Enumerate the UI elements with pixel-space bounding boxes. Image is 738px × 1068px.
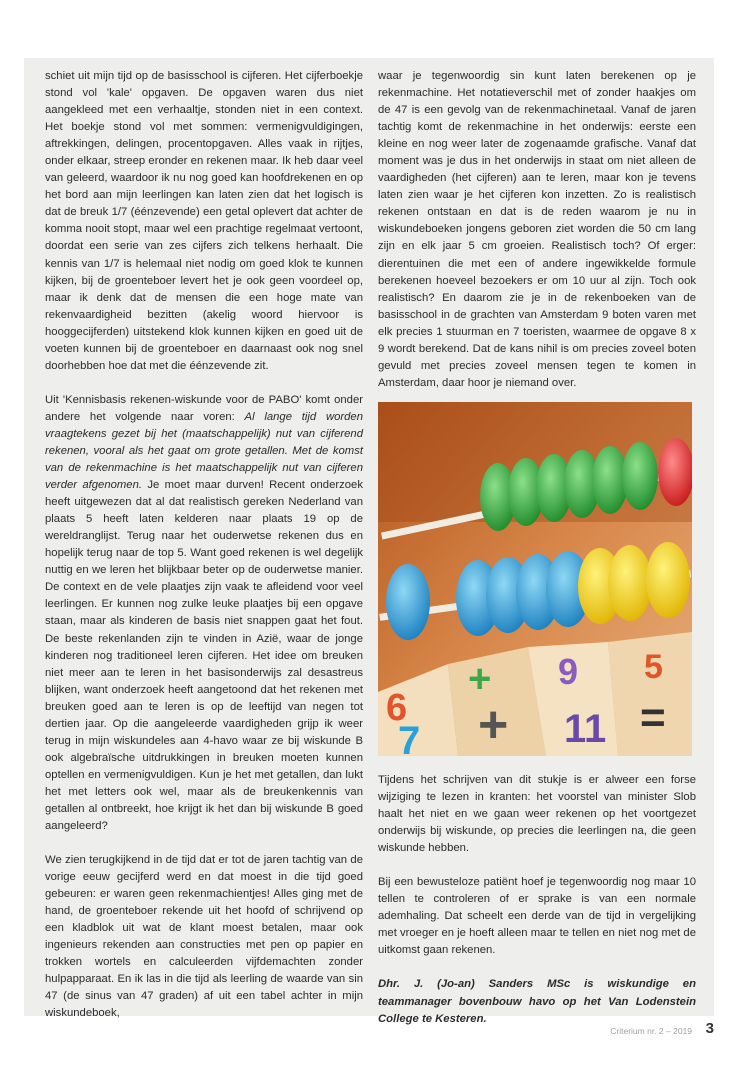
left-paragraph-3: We zien terugkijkend in de tijd dat er tot de jaren tachtig van de vorige eeuw gecijferd werd en dat moest in die tijd goed gebeuren: er waren geen rekenmachientjes! Alles ging met de hand, de groenteboer rekende uit het hoofd of schrijvend op een kladblok uit wat de klant moest betalen, maar ook ingenieurs rekenden aan constructies met pen op papier en trokken wortels en calculeerden vijfdemachten zonder hulpapparaat. En ik las in die tijd als leerling de waarde van sin 47 (de sinus van 47 graden) af uit een tabel achter in mijn wiskundeboek, bbox=[45, 854, 363, 1020]
block-symbol-5: 9 bbox=[558, 651, 579, 692]
right-column-top bbox=[378, 68, 696, 409]
left-paragraph-2-rest: Je moet maar durven! Recent onderzoek heeft uitgewezen dat al dat realistisch gereken Nederland van plaats 5 heeft laten kelderen naar plaats 19 op de wereldranglijst. Terug naar het ouderwetse rekenen dus en hopelijk terug naar de top 5. Want goed rekenen is wel degelijk nuttig en we leren het blijkbaar beter op de ouderwetse manier. De context en de vele plaatjes zijn vaak te afleidend voor veel leerlingen. Er kunnen nog zulke leuke plaatjes bij een opgave staan, maar als kinderen de basis niet snappen gaat het fout. De beste rekenlanden zijn te vinden in Azië, waar de jonge kinderen nog traditioneel leren cijferen. Het idee om breuken niet meer aan te leren in het basisonderwijs zal desastreus blijken, want onderzoek heeft aangetoond dat het rekenen met breuken goed aan te leren is op de leeftijd van negen tot dertien jaar. Op die aangeleerde vaardigheden grijp ik weer terug in mijn wiskundeles aan 4-havo waar ze bij wiskunde B ook algebraïsche uitdrukkingen in breuken moeten kunnen optellen en vermenigvuldigen. Kun je het met getallen, dan lukt het met letters ook wel, maar als de breukenkennis van getallen al ontbreekt, hoe krijgt ik het dan bij wiskunde B goed aangeleerd? bbox=[45, 479, 363, 833]
page-number: 3 bbox=[705, 1020, 714, 1037]
block-symbol-4: + bbox=[478, 696, 509, 754]
journal-footer: Criterium nr. 2 – 2019 bbox=[610, 1026, 692, 1036]
left-paragraph-1: schiet uit mijn tijd op de basisschool is cijferen. Het cijferboekje stond vol 'kale' opgaven. De opgaven waren dus niet aangekleed met een verhaaltje, stonden niet in een context. Het boekje stond vol met sommen: vermenigvuldigingen, aftrekkingen, delingen, procentopgaven. Alles vaak in rijtjes, onder elkaar, streep eronder en rekenen maar. Ik heb daar veel van geleerd, waardoor ik nu nog goed kan hoofdrekenen en op het bord aan mijn leerlingen kan laten zien dat het logisch is dat de breuk 1/7 (éénzevende) een getal oplevert dat achter de komma nooit stopt, maar wel een prachtige regelmaat vertoont, doordat een serie van zes cijfers zich telkens herhaalt. Die kennis van 1/7 is helemaal niet nodig om goed klok te kunnen kijken, bij de groenteboer levert het je ook geen voordeel op, maar ik denk dat de mensen die een hoge mate van rekenvaardigheid bezitten (akelig woord hiervoor is hooggecijferden) uitstekend klok kunnen kijken en goed uit de voeten kunnen bij de groenteboer en daarnaast ook nog snel doorhebben hoe dat met die éénzevende zit. bbox=[45, 70, 363, 372]
block-symbol-6: 11 bbox=[564, 707, 607, 751]
right-column-bottom bbox=[378, 772, 696, 1045]
block-symbol-1: 6 bbox=[386, 687, 408, 729]
right-paragraph-1: waar je tegenwoordig sin kunt laten berekenen op je rekenmachine. Het notatieverschil met of zonder haakjes om de 47 is een gevolg van de rekenmachinetaal. Vanaf de jaren tachtig komt de rekenmachine in het onderwijs: eerste een kleine en nog weer later de zogenaamde grafische. Vanaf dat moment was je dus in het onderwijs in staat om niet alleen de vaardigheden (het cijferen) aan te leren, maar kon je tevens laten zien waar je het cijferen kon inzetten. Zo is realistisch rekenen ontstaan en dat is de reden waarom je nu in wiskundeboeken jongens geboren ziet worden die 50 cm lang zijn en elk jaar 5 cm groeien. Realistisch toch? Of erger: dierentuinen die met een of andere ingewikkelde formule berekenen hoeveel bezoekers er om 10 uur al zijn. Toch ook realistisch? En daarom zie je in de rekenboeken van de basisschool in de grachten van Amsterdam 9 boten varen met elk precies 1 stuurman en 7 toeristen, waarmee de opgave 8 x 9 wordt berekend. Dat de kans nihil is om precies zoveel boten gevuld met precies zoveel mensen tegen te komen in Amsterdam, daar hoor je niemand over. bbox=[378, 70, 696, 389]
left-column bbox=[45, 68, 363, 1040]
right-paragraph-3: Bij een bewusteloze patiënt hoef je tegenwoordig nog maar 10 tellen te controleren of er sprake is van een normale ademhaling. Dat scheelt een derde van de tijd in vergelijking met vroeger en je hoeft alleen maar te tellen en niet nog met de uitkomst gaan rekenen. bbox=[378, 876, 696, 957]
block-symbol-2: + bbox=[468, 657, 492, 701]
left-paragraph-2-intro: Uit 'Kennisbasis rekenen-wiskunde voor de PABO' komt onder andere het volgende naar voren: bbox=[45, 393, 363, 423]
author-byline: Dhr. J. (Jo-an) Sanders MSc is wiskundige en teammanager bovenbouw havo op het Van Lodenstein College te Kesteren. bbox=[378, 978, 696, 1025]
block-symbol-8: = bbox=[640, 693, 666, 742]
right-paragraph-2: Tijdens het schrijven van dit stukje is er alweer een forse wijziging te lezen in kranten: het voorstel van minister Slob haalt het niet en we gaan weer rekenen op het voortgezet onderwijs bij wiskunde, op precies die leerlingen na, die geen wiskunde hebben. bbox=[378, 774, 696, 855]
pabo-quote: Al lange tijd worden vraagtekens gezet bij het (maatschappelijk) nut van cijferend rekenen, vooral als het gaat om grote getallen. Met de komst van de rekenmachine is het maatschappelijk nut van cijferen verder afgenomen. bbox=[45, 410, 363, 492]
block-symbol-3: 7 bbox=[398, 719, 421, 756]
abacus-photo bbox=[378, 402, 692, 756]
block-symbol-7: 5 bbox=[644, 648, 663, 686]
left-paragraph-2 bbox=[45, 392, 363, 835]
